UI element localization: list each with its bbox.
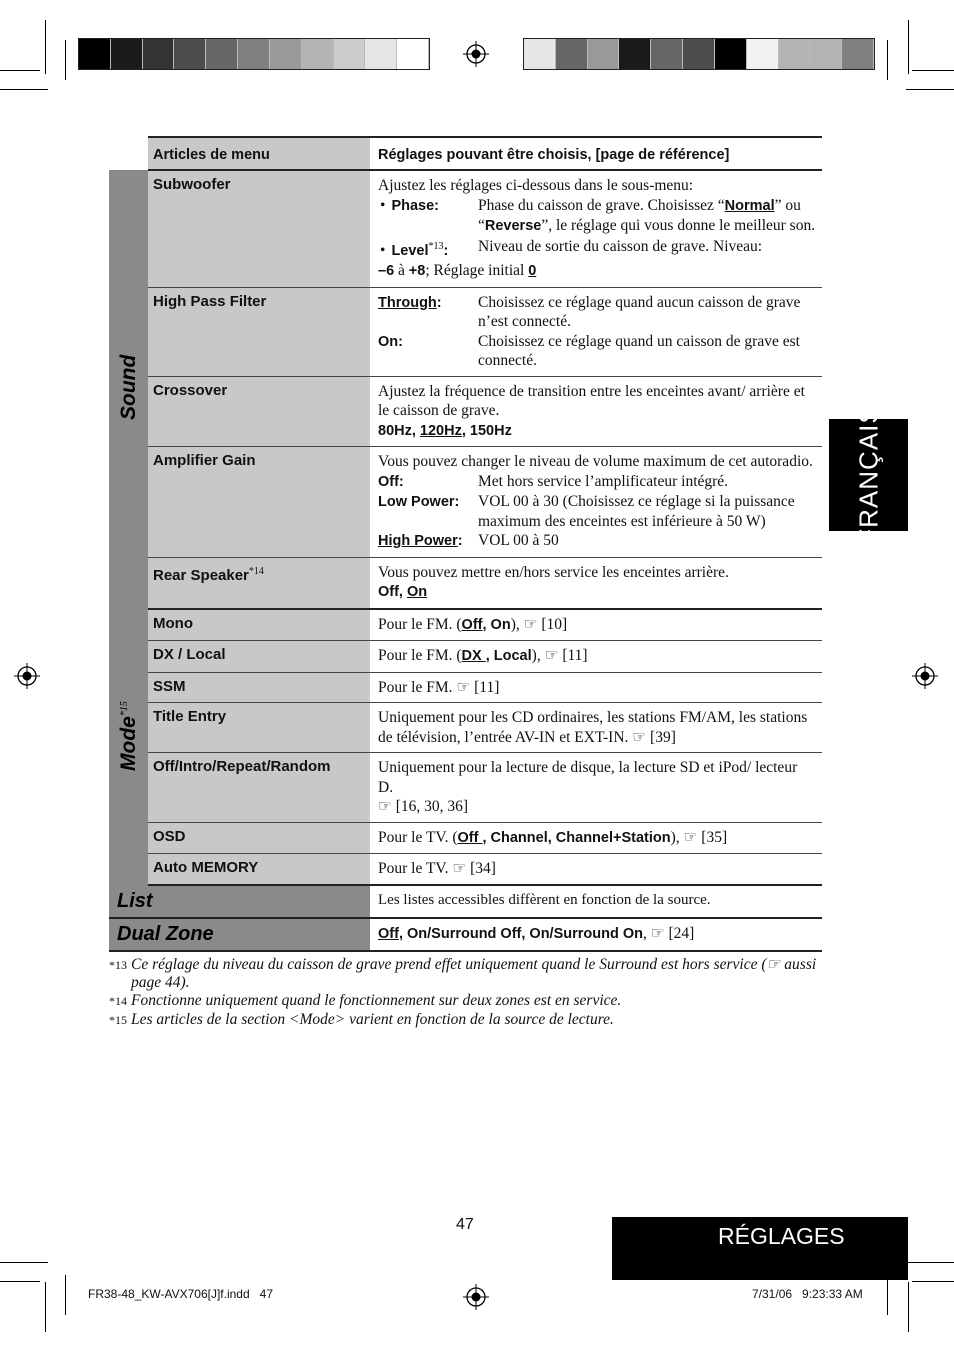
color-bar-right (523, 38, 875, 70)
subwoofer-level: • Level$^{*13}$: Niveau de sortie du caisson de grave. Niveau: (380, 237, 763, 259)
phase-text2: ” ou “ (478, 196, 801, 234)
footnote-mark: *13 (109, 958, 127, 972)
section-label-mode (117, 701, 141, 771)
mono-t2: ), ☞ [10] (510, 615, 568, 633)
section-tab (612, 1217, 908, 1280)
item-ssm: SSM (148, 672, 370, 703)
rear-opt1: Off, (378, 584, 407, 601)
level-sup: *13 (428, 240, 444, 252)
crossover-text: Ajustez la fréquence de transition entre les enceintes avant/ arrière et le caisson de grave. (378, 382, 805, 420)
table-row (109, 703, 822, 753)
phase-reverse: Reverse (484, 218, 542, 234)
color-swatch (556, 39, 588, 69)
header-menu-items: Articles de menu (148, 137, 370, 170)
item-title-entry: Title Entry (148, 703, 370, 753)
crop-mark (0, 89, 48, 90)
table-row (109, 557, 822, 609)
level-colon: : (443, 242, 449, 259)
color-swatch (397, 39, 429, 69)
item-auto-memory: Auto MEMORY (148, 854, 370, 885)
desc-dual-zone (370, 918, 822, 951)
color-swatch (619, 39, 651, 69)
crop-mark (912, 1281, 954, 1282)
dz-o1: Off (378, 925, 399, 942)
desc-dx-local (370, 641, 822, 673)
desc-amplifier-gain (370, 447, 822, 558)
table-header (109, 137, 822, 170)
section-label-dual-zone: Dual Zone (109, 918, 370, 951)
language-tab-label: FRANÇAIS (853, 405, 883, 545)
rear-options (378, 582, 816, 603)
amp-high-text: VOL 00 à 50 (478, 532, 559, 550)
amp-low-key: Low Power: (378, 494, 460, 511)
language-tab (829, 405, 908, 545)
amp-high-colon: : (457, 533, 463, 550)
color-swatch (779, 39, 811, 69)
page-number: 47 (456, 1216, 474, 1233)
osd-t1: Pour le TV. ( (378, 828, 458, 846)
footer-file: FR38-48_KW-AVX706[J]f.indd 47 (88, 1287, 273, 1301)
item-subwoofer: Subwoofer (148, 170, 370, 287)
amp-low (378, 492, 816, 531)
level-zero: 0 (528, 263, 537, 280)
desc-osd (370, 822, 822, 854)
crop-mark (912, 70, 954, 71)
on-text: Choisissez ce réglage quand un caisson de grave est connecté. (478, 332, 800, 370)
color-swatch (365, 39, 397, 69)
crop-mark (906, 89, 954, 90)
desc-auto-memory: Pour le TV. ☞ [34] (370, 854, 822, 885)
crop-mark (908, 20, 909, 74)
registration-mark-icon (912, 663, 938, 689)
header-settings: Réglages pouvant être choisis, [page de référence] (370, 137, 822, 170)
dx-t1: Pour le FM. ( (378, 647, 462, 665)
table-row (109, 822, 822, 854)
level-init: ; Réglage initial (425, 262, 529, 280)
color-swatch (747, 39, 779, 69)
table-row (109, 376, 822, 447)
phase-key: Phase: (391, 197, 439, 214)
mono-o2: , On (482, 616, 511, 633)
osd-o1: Off (457, 829, 483, 846)
table-row (109, 641, 822, 673)
table-row (109, 170, 822, 287)
crop-mark (0, 70, 40, 71)
footer-date: 7/31/06 9:23:33 AM (752, 1287, 863, 1301)
section-tab-label: RÉGLAGES (718, 1223, 845, 1249)
osd-o2: , Channel, Channel+Station (482, 829, 671, 846)
dx-o1: DX (461, 648, 486, 665)
amp-high (378, 531, 816, 552)
table-row (109, 885, 822, 918)
item-off-intro-repeat-random: Off/Intro/Repeat/Random (148, 753, 370, 823)
mono-o1: Off (461, 616, 483, 633)
registration-mark-icon (14, 663, 40, 689)
item-crossover: Crossover (148, 376, 370, 447)
phase-normal: Normal (724, 197, 775, 214)
table-row (109, 447, 822, 558)
footnote-15 (109, 1011, 824, 1029)
desc-off-intro-repeat-random (370, 753, 822, 823)
color-swatch (143, 39, 175, 69)
color-swatch (651, 39, 683, 69)
hpf-through (378, 293, 816, 332)
footnote-13 (109, 956, 824, 992)
item-high-pass-filter: High Pass Filter (148, 287, 370, 376)
level-range (378, 261, 816, 282)
color-swatch (174, 39, 206, 69)
color-swatch (302, 39, 334, 69)
crop-mark (45, 1282, 46, 1332)
item-rear-speaker (148, 557, 370, 609)
subwoofer-intro: Ajustez les réglages ci-dessous dans le sous-menu: (378, 177, 694, 194)
osd-t2: ), ☞ [35] (670, 828, 728, 846)
phase-text1: Phase du caisson de grave. Choisissez “ (478, 196, 725, 214)
level-max: +8 (408, 263, 426, 280)
level-a: à (394, 262, 409, 280)
crop-mark (65, 40, 66, 80)
mono-t1: Pour le FM. ( (378, 615, 462, 633)
table-row (109, 918, 822, 951)
desc-title-entry: Uniquement pour les CD ordinaires, les stations FM/AM, les stations de télévision, l’entrée AV-IN et EXT-IN. ☞ [39] (370, 703, 822, 753)
amp-low-text: VOL 00 à 30 (Choisissez ce réglage si la puissance maximum des enceintes est inférieure à 50 W) (478, 493, 795, 530)
crop-mark (0, 1281, 40, 1282)
desc-rear-speaker (370, 557, 822, 609)
footnote-text: Les articles de la section <Mode> varient en fonction de la source de lecture. (131, 1011, 614, 1028)
desc-mono (370, 609, 822, 641)
color-swatch (206, 39, 238, 69)
desc-ssm: Pour le FM. ☞ [11] (370, 672, 822, 703)
crop-mark (45, 20, 46, 74)
desc-list: Les listes accessibles diffèrent en fonction de la source. (370, 885, 822, 918)
color-bar-left (78, 38, 430, 70)
footnote-mark: *15 (109, 1013, 127, 1027)
crop-mark (887, 40, 888, 80)
dx-o2: , Local (485, 648, 532, 665)
crossover-options (378, 421, 816, 442)
section-label-list: List (109, 885, 370, 918)
level-key: Level (391, 242, 429, 259)
color-swatch (842, 39, 874, 69)
dx-t2: ), ☞ [11] (531, 647, 588, 665)
amp-off-key: Off: (378, 473, 404, 490)
oirr-text: Uniquement pour la lecture de disque, la lecture SD et iPod/ lecteur D. (378, 759, 798, 796)
amp-off (378, 472, 816, 493)
registration-mark-icon (463, 41, 489, 67)
crop-mark (906, 1262, 954, 1263)
rear-speaker-name: Rear Speaker (153, 566, 249, 584)
subwoofer-phase: • Phase: Phase du caisson de grave. Choisissez “Normal” ou “Reverse”, le réglage qui vous donne le meilleur son. (380, 196, 816, 234)
on-key: On: (378, 333, 403, 350)
rear-text: Vous pouvez mettre en/hors service les enceintes arrière. (378, 563, 729, 581)
table-row (109, 753, 822, 823)
desc-crossover (370, 376, 822, 447)
item-mono: Mono (148, 609, 370, 641)
color-swatch (270, 39, 302, 69)
dz-t2: , ☞ [24] (643, 924, 695, 942)
table-row (109, 609, 822, 641)
crop-mark (887, 1275, 888, 1315)
hpf-on (378, 332, 816, 371)
through-key: Through (378, 294, 437, 311)
section-label-sound: Sound (117, 354, 140, 420)
level-text: Niveau de sortie du caisson de grave. Niveau: (478, 237, 763, 255)
crossover-opt2: 120Hz (419, 422, 462, 439)
phase-text3: ”, le réglage qui vous donne le meilleur son. (541, 217, 816, 234)
item-dx-local: DX / Local (148, 641, 370, 673)
registration-mark-icon (463, 1284, 489, 1310)
amp-off-text: Met hors service l’amplificateur intégré. (478, 472, 729, 490)
mode-label: Mode (117, 715, 140, 771)
item-amplifier-gain: Amplifier Gain (148, 447, 370, 558)
rear-speaker-sup: *14 (248, 565, 264, 577)
item-osd: OSD (148, 822, 370, 854)
dz-o2: , On/Surround Off, On/Surround On (398, 925, 643, 942)
color-swatch (334, 39, 366, 69)
level-min: –6 (378, 263, 395, 280)
rear-opt2: On (407, 584, 428, 601)
oirr-ref: ☞ [16, 30, 36] (378, 798, 469, 816)
color-swatch (715, 39, 747, 69)
color-swatch (810, 39, 842, 69)
crop-mark (0, 1262, 48, 1263)
amp-text: Vous pouvez changer le niveau de volume maximum de cet autoradio. (378, 453, 813, 471)
through-text: Choisissez ce réglage quand aucun caisson de grave n’est connecté. (478, 293, 801, 331)
color-swatch (111, 39, 143, 69)
crossover-opt1: 80Hz, (378, 422, 420, 439)
crop-mark (908, 1282, 909, 1332)
table-row (109, 287, 822, 376)
footnote-mark: *14 (109, 994, 127, 1008)
crossover-opt3: , 150Hz (461, 422, 512, 439)
section-sound (109, 170, 148, 609)
color-swatch (238, 39, 270, 69)
color-swatch (683, 39, 715, 69)
through-colon: : (436, 294, 442, 311)
crop-mark (65, 1275, 66, 1315)
desc-subwoofer (370, 170, 822, 287)
color-swatch (524, 39, 556, 69)
amp-high-key: High Power (378, 533, 458, 550)
color-swatch (79, 39, 111, 69)
mode-sup: *15 (119, 700, 130, 716)
table-row (109, 854, 822, 885)
color-swatch (588, 39, 620, 69)
footnote-text: Fonctionne uniquement quand le fonctionnement sur deux zones est en service. (131, 992, 622, 1009)
footnote-14 (109, 992, 824, 1010)
menu-settings-table (109, 136, 822, 952)
section-mode (109, 609, 148, 885)
table-row (109, 672, 822, 703)
footnote-text: Ce réglage du niveau du caisson de grave prend effet uniquement quand le Surround est hors service (☞ aussi page 44). (131, 956, 817, 991)
desc-high-pass-filter (370, 287, 822, 376)
